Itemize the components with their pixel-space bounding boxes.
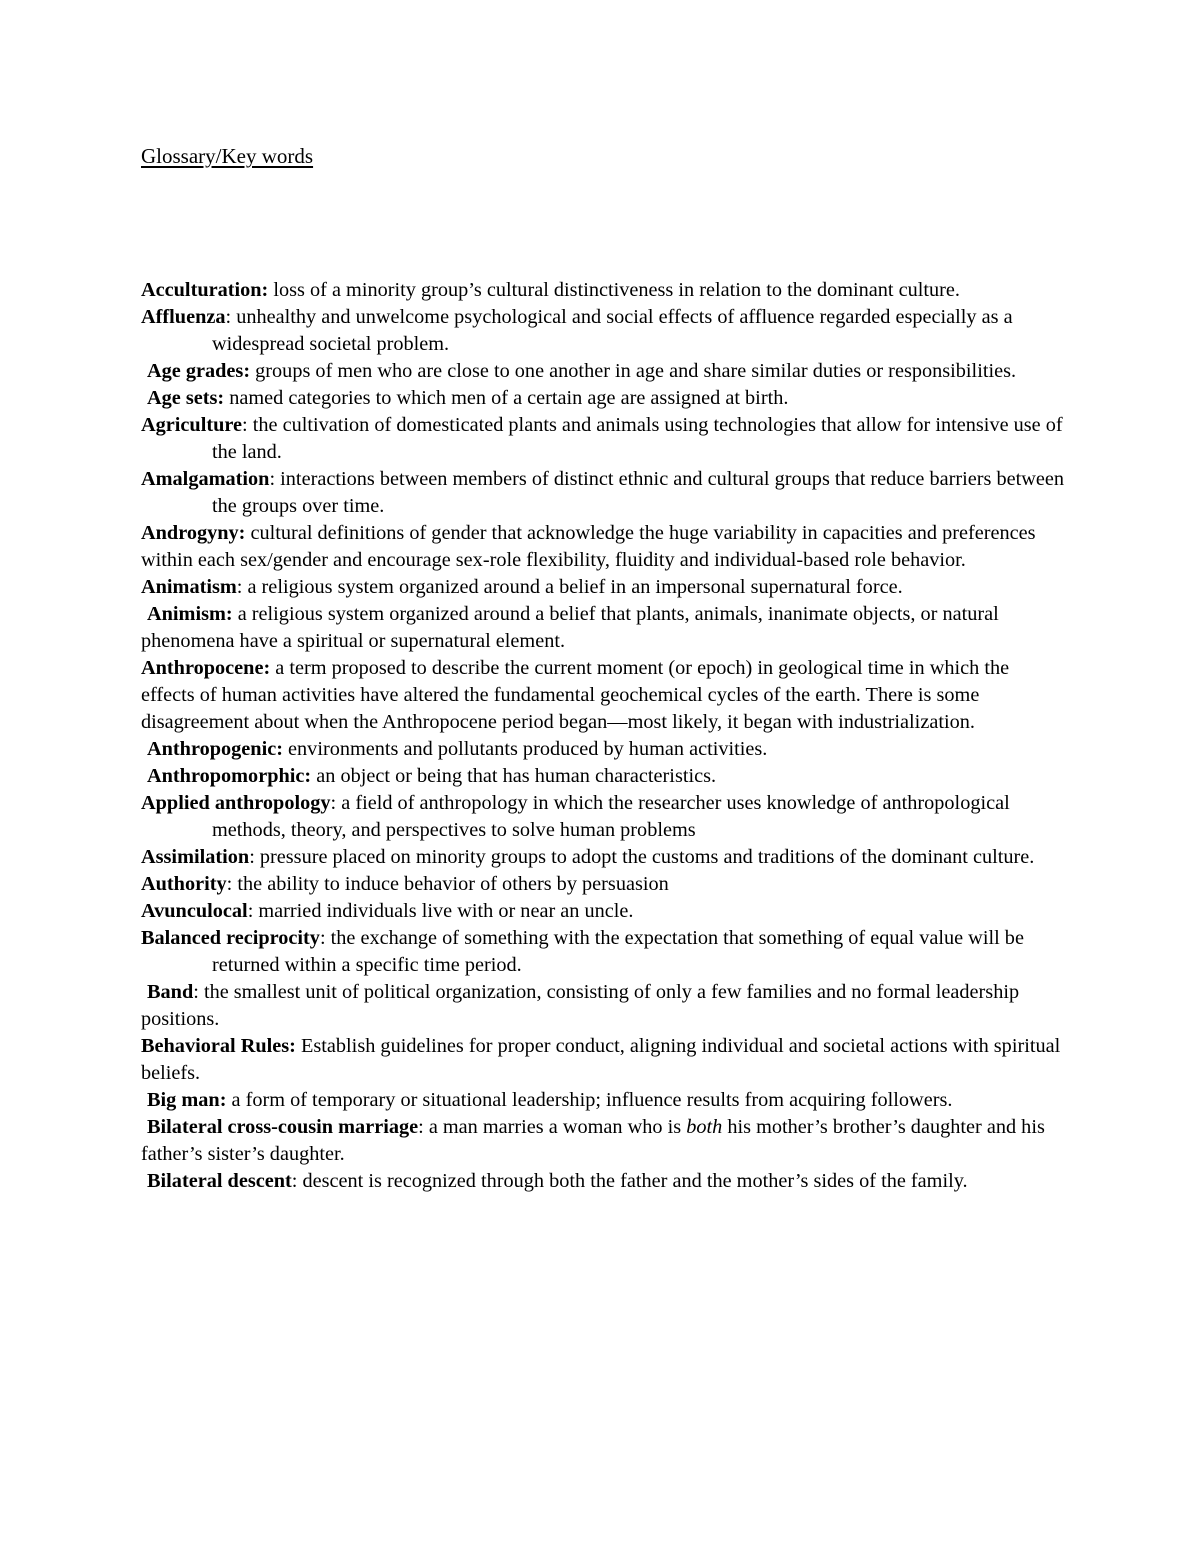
glossary-term: Acculturation: xyxy=(141,279,269,301)
glossary-definition: : pressure placed on minority groups to adopt the customs and traditions of the dominant culture. xyxy=(249,846,1035,868)
glossary-term: Big man: xyxy=(147,1089,227,1111)
glossary-entry-androgyny xyxy=(141,520,1066,574)
glossary-definition: : a religious system organized around a belief in an impersonal supernatural force. xyxy=(236,576,903,598)
glossary-term: Affluenza xyxy=(141,306,226,328)
glossary-term: Applied anthropology xyxy=(141,792,331,814)
glossary-term: Balanced reciprocity xyxy=(141,927,320,949)
glossary-definition: Establish guidelines for proper conduct, aligning individual and societal actions with spiritual beliefs. xyxy=(141,1035,1061,1084)
glossary-definition: : a man marries a woman who is xyxy=(418,1116,687,1138)
glossary-list xyxy=(141,277,1066,1195)
glossary-term: Authority xyxy=(141,873,227,895)
glossary-term: Agriculture xyxy=(141,414,243,436)
glossary-entry-age-sets xyxy=(141,385,1066,412)
glossary-definition-cont: his mother’s brother’s daughter and his father’s sister’s daughter. xyxy=(141,1116,1045,1165)
glossary-term: Band xyxy=(147,981,194,1003)
glossary-definition: : descent is recognized through both the father and the mother’s sides of the family. xyxy=(291,1170,968,1192)
glossary-definition: : unhealthy and unwelcome psychological and social effects of affluence regarded especially as a widespread societal problem. xyxy=(212,306,1013,355)
glossary-term: Anthropogenic: xyxy=(147,738,283,760)
glossary-entry-affluenza xyxy=(141,304,1066,358)
glossary-term: Amalgamation xyxy=(141,468,270,490)
glossary-definition: cultural definitions of gender that acknowledge the huge variability in capacities and preferences within each sex/gender and encourage sex-role flexibility, fluidity and individual-based role behavior. xyxy=(141,522,1036,571)
glossary-entry-bilateral-cross-cousin-marriage xyxy=(141,1114,1066,1168)
glossary-term: Androgyny: xyxy=(141,522,246,544)
glossary-definition: : the smallest unit of political organization, consisting of only a few families and no formal leadership positions. xyxy=(141,981,1020,1030)
glossary-entry-band xyxy=(141,979,1066,1033)
glossary-term: Bilateral cross-cousin marriage xyxy=(147,1116,419,1138)
glossary-entry-behavioral-rules xyxy=(141,1033,1066,1087)
glossary-definition: an object or being that has human characteristics. xyxy=(311,765,717,787)
glossary-term: Behavioral Rules: xyxy=(141,1035,296,1057)
glossary-entry-assimilation xyxy=(141,844,1066,871)
page-title: Glossary/Key words xyxy=(141,144,314,168)
glossary-term: Animism: xyxy=(147,603,233,625)
glossary-definition: a form of temporary or situational leadership; influence results from acquiring followers. xyxy=(226,1089,953,1111)
glossary-definition: named categories to which men of a certain age are assigned at birth. xyxy=(224,387,789,409)
glossary-definition: a term proposed to describe the current moment (or epoch) in geological time in which the effects of human activities have altered the fundamental geochemical cycles of the earth. There is some disagreement about when the Anthropocene period began—most likely, it began with industrialization. xyxy=(141,657,1010,733)
glossary-entry-anthropogenic xyxy=(141,736,1066,763)
glossary-term: Assimilation xyxy=(141,846,250,868)
glossary-entry-balanced-reciprocity xyxy=(141,925,1066,979)
glossary-entry-animatism xyxy=(141,574,1066,601)
glossary-term: Avunculocal xyxy=(141,900,248,922)
glossary-entry-amalgamation xyxy=(141,466,1066,520)
glossary-entry-animism xyxy=(141,601,1066,655)
glossary-term: Bilateral descent xyxy=(147,1170,292,1192)
glossary-entry-age-grades xyxy=(141,358,1066,385)
glossary-definition: : the exchange of something with the expectation that something of equal value will be returned within a specific time period. xyxy=(212,927,1024,976)
glossary-entry-agriculture xyxy=(141,412,1066,466)
glossary-definition: : married individuals live with or near an uncle. xyxy=(247,900,634,922)
glossary-definition: : a field of anthropology in which the researcher uses knowledge of anthropological methods, theory, and perspectives to solve human problems xyxy=(212,792,1010,841)
glossary-entry-applied-anthropology xyxy=(141,790,1066,844)
glossary-entry-bilateral-descent xyxy=(141,1168,1066,1195)
glossary-term: Anthropomorphic: xyxy=(147,765,312,787)
glossary-definition: environments and pollutants produced by human activities. xyxy=(282,738,768,760)
glossary-entry-big-man xyxy=(141,1087,1066,1114)
glossary-entry-acculturation xyxy=(141,277,1066,304)
glossary-definition: : interactions between members of distinct ethnic and cultural groups that reduce barriers between the groups over time. xyxy=(212,468,1065,517)
glossary-definition: : the ability to induce behavior of others by persuasion xyxy=(226,873,669,895)
glossary-term: Age grades: xyxy=(147,360,251,382)
glossary-definition: : the cultivation of domesticated plants and animals using technologies that allow for intensive use of the land. xyxy=(212,414,1063,463)
glossary-emphasis: both xyxy=(686,1116,723,1138)
glossary-term: Animatism xyxy=(141,576,237,598)
glossary-entry-anthropocene xyxy=(141,655,1066,736)
glossary-definition: loss of a minority group’s cultural distinctiveness in relation to the dominant culture. xyxy=(268,279,961,301)
glossary-entry-avunculocal xyxy=(141,898,1066,925)
glossary-definition: groups of men who are close to one another in age and share similar duties or responsibilities. xyxy=(250,360,1017,382)
glossary-term: Anthropocene: xyxy=(141,657,271,679)
glossary-entry-anthropomorphic xyxy=(141,763,1066,790)
glossary-entry-authority xyxy=(141,871,1066,898)
glossary-term: Age sets: xyxy=(147,387,225,409)
glossary-definition: a religious system organized around a belief that plants, animals, inanimate objects, or natural phenomena have a spiritual or supernatural element. xyxy=(141,603,999,652)
